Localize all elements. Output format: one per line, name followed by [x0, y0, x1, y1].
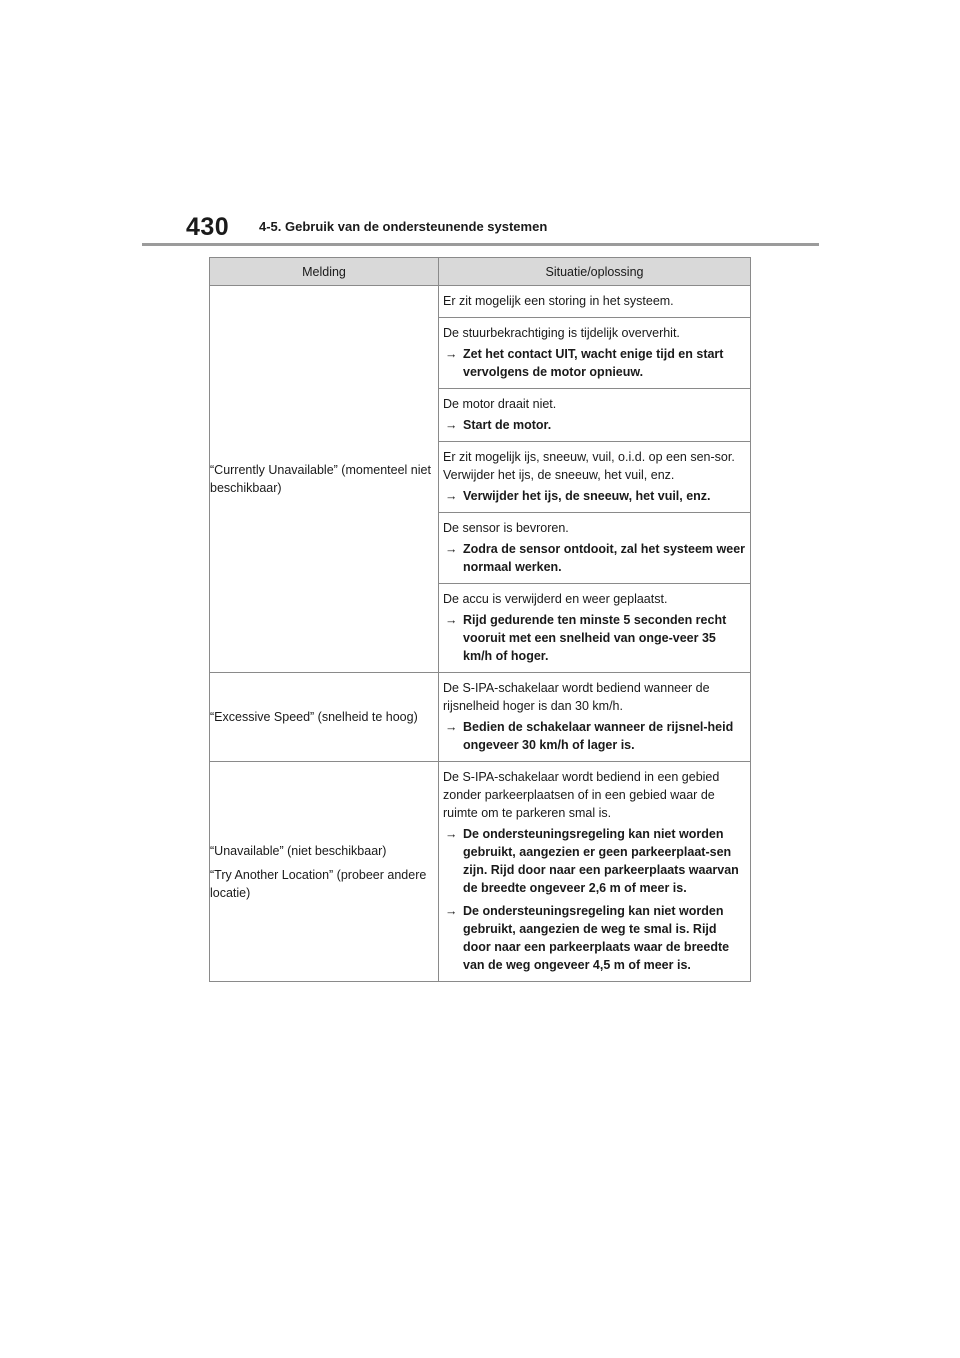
remedy-text: Zodra de sensor ontdooit, zal het systeem weer normaal werken. [463, 542, 746, 574]
table-header-row [210, 258, 751, 286]
remedy-text: De ondersteuningsregeling kan niet worden gebruikt, aangezien er geen parkeerplaat-sen zijn. Rijd door naar een parkeerplaats waarvan de breedte ongeveer 2,6 m of meer is. [463, 827, 739, 895]
section-title: 4-5. Gebruik van de ondersteunende systemen [259, 219, 548, 234]
situation-cell [439, 673, 751, 762]
remedy-item [443, 487, 746, 505]
remedy-text: Start de motor. [463, 418, 552, 432]
remedy-text: Verwijder het ijs, de sneeuw, het vuil, enz. [463, 489, 711, 503]
arrow-icon: → [445, 489, 458, 503]
message-cell [210, 673, 439, 762]
arrow-icon: → [445, 720, 458, 734]
arrow-icon: → [445, 904, 458, 918]
message-text: “Try Another Location” (probeer andere locatie) [210, 867, 427, 900]
situation-block [439, 317, 750, 388]
message-text: “Currently Unavailable” (momenteel niet beschikbaar) [210, 463, 431, 495]
situation-block [439, 286, 750, 317]
message-cell [210, 762, 439, 982]
remedy-item [443, 345, 746, 381]
remedy-item [443, 611, 746, 665]
remedy-text: Rijd gedurende ten minste 5 seconden recht vooruit met een snelheid van onge-veer 35 km/h of hoger. [463, 613, 727, 663]
table-row [210, 762, 751, 982]
cause-text: De S-IPA-schakelaar wordt bediend wanneer de rijsnelheid hoger is dan 30 km/h. [443, 681, 710, 713]
situation-block [439, 673, 750, 761]
situation-cell [439, 762, 751, 982]
arrow-icon: → [445, 613, 458, 627]
remedy-item [443, 540, 746, 576]
remedy-item [443, 902, 746, 974]
table-row [210, 673, 751, 762]
page-number: 430 [186, 213, 230, 241]
remedy-text: Bedien de schakelaar wanneer de rijsnel-heid ongeveer 30 km/h of lager is. [463, 720, 734, 752]
message-text: “Excessive Speed” (snelheid te hoog) [210, 710, 418, 724]
situation-block [439, 388, 750, 441]
remedy-text: De ondersteuningsregeling kan niet worden gebruikt, aangezien de weg te smal is. Rijd door naar een parkeerplaats waar de breedte van de weg ongeveer 4,5 m of meer is. [463, 904, 730, 972]
arrow-icon: → [445, 827, 458, 841]
message-text: “Unavailable” (niet beschikbaar) [210, 843, 387, 858]
situation-block [439, 583, 750, 672]
remedy-item [443, 416, 746, 434]
column-header-situatie: Situatie/oplossing [439, 258, 751, 286]
arrow-icon: → [445, 418, 458, 432]
cause-text: Er zit mogelijk een storing in het systeem. [443, 294, 674, 308]
cause-text: De stuurbekrachtiging is tijdelijk oververhit. [443, 326, 680, 340]
message-table [209, 257, 751, 982]
message-cell [210, 286, 439, 673]
remedy-item [443, 718, 746, 754]
remedy-item [443, 825, 746, 897]
column-header-melding: Melding [210, 258, 439, 286]
cause-text: De sensor is bevroren. [443, 521, 569, 535]
cause-text: Er zit mogelijk ijs, sneeuw, vuil, o.i.d. op een sen-sor. Verwijder het ijs, de sneeuw, het vuil, enz. [443, 450, 735, 482]
cause-text: De motor draait niet. [443, 397, 557, 411]
situation-block [439, 762, 750, 981]
situation-block [439, 512, 750, 583]
table-body [210, 286, 751, 982]
arrow-icon: → [445, 542, 458, 556]
cause-text: De accu is verwijderd en weer geplaatst. [443, 592, 668, 606]
cause-text: De S-IPA-schakelaar wordt bediend in een gebied zonder parkeerplaatsen of in een gebied waar de ruimte om te parkeren smal is. [443, 770, 720, 820]
situation-block [439, 441, 750, 512]
table-row [210, 286, 751, 673]
situation-cell [439, 286, 751, 673]
remedy-text: Zet het contact UIT, wacht enige tijd en start vervolgens de motor opnieuw. [463, 347, 724, 379]
header-rule [142, 243, 819, 246]
arrow-icon: → [445, 347, 458, 361]
